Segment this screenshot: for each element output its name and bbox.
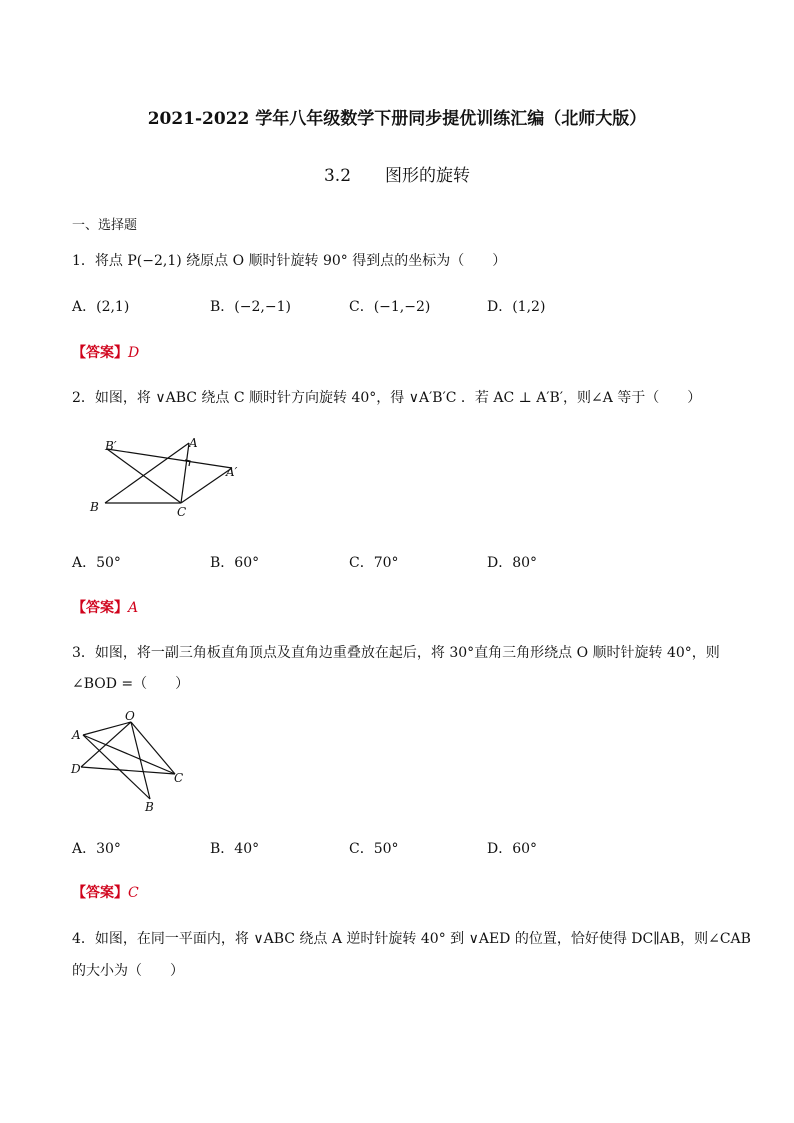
q3-label-d: D xyxy=(71,762,81,776)
q3-option-c: C．50° xyxy=(349,841,399,857)
q3-option-d: D．60° xyxy=(487,841,538,857)
q3-figure xyxy=(65,707,195,817)
q2-label-a-prime: A′ xyxy=(226,465,238,479)
question-4-text-line-2: 的大小为（ ） xyxy=(72,963,184,979)
q2-label-b: B xyxy=(90,500,99,514)
q1-option-b: B．(−2,−1) xyxy=(210,299,291,315)
question-1-text: 1．将点 P(−2,1) 绕原点 O 顺时针旋转 90° 得到点的坐标为（ ） xyxy=(72,253,507,269)
answer-label: 【答案】 xyxy=(72,885,128,901)
section-subtitle: 3.2 图形的旋转 xyxy=(323,166,471,186)
q3-label-b: B xyxy=(145,800,154,814)
q2-label-c: C xyxy=(177,505,187,519)
q2-answer xyxy=(72,597,138,617)
q2-figure xyxy=(85,430,255,525)
question-3-text-line-2: ∠BOD =（ ） xyxy=(72,676,190,692)
q2-label-b-prime: B′ xyxy=(105,439,117,453)
q3-label-a: A xyxy=(72,728,81,742)
answer-letter: D xyxy=(128,345,140,361)
q1-answer xyxy=(72,342,139,362)
document-title: 2021-2022 学年八年级数学下册同步提优训练汇编（北师大版） xyxy=(147,109,647,129)
question-4-text-line-1: 4．如图，在同一平面内，将 ∨ABC 绕点 A 逆时针旋转 40° 到 ∨AED 的位置，恰好使得 DC∥AB，则∠CAB xyxy=(72,931,751,947)
q3-option-b: B．40° xyxy=(210,841,260,857)
q1-option-c: C．(−1,−2) xyxy=(349,299,431,315)
q1-option-a: A．(2,1) xyxy=(72,299,130,315)
q2-option-b: B．60° xyxy=(210,555,260,571)
question-3-text-line-1: 3．如图，将一副三角板直角顶点及直角边重叠放在起后，将 30°直角三角形绕点 O 顺时针旋转 40°，则 xyxy=(72,645,720,661)
q2-option-a: A．50° xyxy=(72,555,121,571)
q1-option-d: D．(1,2) xyxy=(487,299,546,315)
answer-label: 【答案】 xyxy=(72,600,128,616)
q2-label-a: A xyxy=(189,436,198,450)
q3-option-a: A．30° xyxy=(72,841,121,857)
q2-option-c: C．70° xyxy=(349,555,399,571)
section-heading: 一、选择题 xyxy=(72,218,138,233)
q3-answer xyxy=(72,882,139,902)
answer-letter: C xyxy=(128,885,139,901)
q3-label-c: C xyxy=(174,771,184,785)
q3-label-o: O xyxy=(125,709,135,723)
question-2-text: 2．如图，将 ∨ABC 绕点 C 顺时针方向旋转 40°，得 ∨A′B′C ．若 AC ⊥ A′B′，则∠A 等于（ ） xyxy=(72,390,702,406)
q2-option-d: D．80° xyxy=(487,555,538,571)
answer-letter: A xyxy=(128,600,139,616)
answer-label: 【答案】 xyxy=(72,345,128,361)
